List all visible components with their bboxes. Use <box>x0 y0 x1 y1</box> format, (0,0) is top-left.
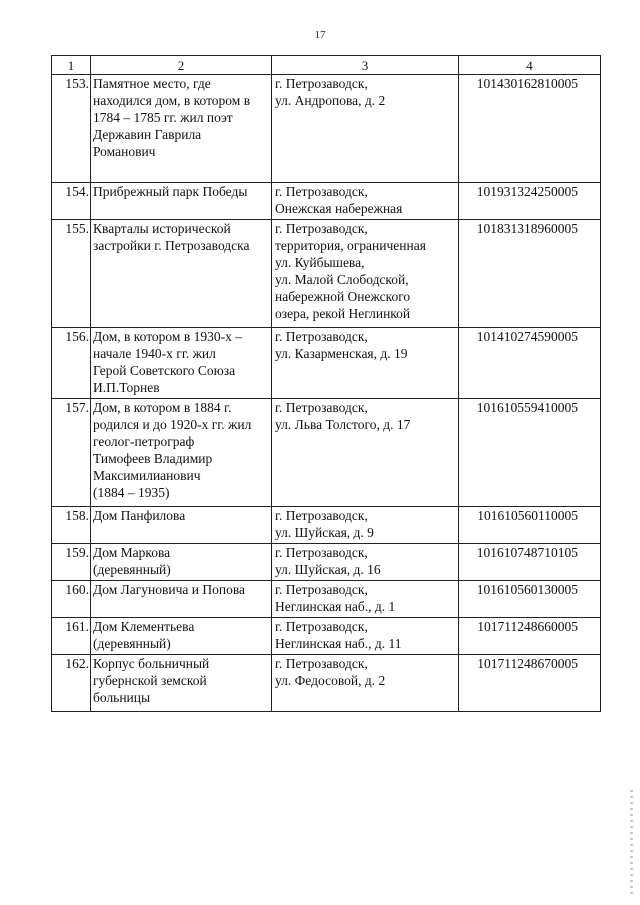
table-row <box>52 618 601 655</box>
object-name <box>91 507 272 544</box>
object-address-line: озера, рекой Неглинкой <box>275 306 411 321</box>
object-name-line: Дом Панфилова <box>93 508 186 523</box>
object-address-line: Онежская набережная <box>275 201 403 216</box>
object-address-line: ул. Шуйская, д. 16 <box>275 562 381 577</box>
object-name-line: геолог-петрограф <box>93 434 195 449</box>
table-row <box>52 507 601 544</box>
object-address <box>272 618 459 655</box>
object-address-line: ул. Шуйская, д. 9 <box>275 525 374 540</box>
object-address <box>272 328 459 399</box>
registry-code: 101610560130005 <box>459 581 601 618</box>
object-name-line: находился дом, в котором в <box>93 93 251 108</box>
object-name-line: Дом Маркова <box>93 545 171 560</box>
table-header-row <box>52 56 601 75</box>
object-address-line: ул. Льва Толстого, д. 17 <box>275 417 411 432</box>
object-address-line: г. Петрозаводск, <box>275 508 368 523</box>
object-name-line: начале 1940-х гг. жил <box>93 346 216 361</box>
object-name-line: Державин Гаврила <box>93 127 202 142</box>
registry-code: 101610748710105 <box>459 544 601 581</box>
object-name-line: Кварталы исторической <box>93 221 231 236</box>
object-name-line: Романович <box>93 144 156 159</box>
table-row <box>52 328 601 399</box>
row-number: 155. <box>52 220 91 328</box>
row-number: 158. <box>52 507 91 544</box>
object-name-line: застройки г. Петрозаводска <box>93 238 250 253</box>
object-name <box>91 655 272 712</box>
object-name <box>91 399 272 507</box>
table-row <box>52 655 601 712</box>
object-name-line: Тимофеев Владимир <box>93 451 213 466</box>
object-name-line: родился и до 1920-х гг. жил <box>93 417 252 432</box>
table-row <box>52 544 601 581</box>
object-name-line: Герой Советского Союза <box>93 363 236 378</box>
heritage-register-table <box>51 55 601 712</box>
object-name-line: Дом, в котором в 1884 г. <box>93 400 232 415</box>
object-address-line: г. Петрозаводск, <box>275 76 368 91</box>
registry-code: 101711248670005 <box>459 655 601 712</box>
object-name-line: И.П.Торнев <box>93 380 160 395</box>
column-header-4: 4 <box>459 56 601 75</box>
object-name <box>91 183 272 220</box>
object-address-line: ул. Казарменская, д. 19 <box>275 346 408 361</box>
object-address-line: набережной Онежского <box>275 289 411 304</box>
object-name-line: Дом Клементьева <box>93 619 195 634</box>
row-number: 154. <box>52 183 91 220</box>
table-row <box>52 581 601 618</box>
object-name-line: губернской земской <box>93 673 207 688</box>
object-address-line: г. Петрозаводск, <box>275 619 368 634</box>
object-name-line: Прибрежный парк Победы <box>93 184 248 199</box>
registry-code: 101931324250005 <box>459 183 601 220</box>
object-address-line: г. Петрозаводск, <box>275 400 368 415</box>
object-name-line: Корпус больничный <box>93 656 210 671</box>
object-name <box>91 328 272 399</box>
object-address <box>272 544 459 581</box>
object-address <box>272 75 459 183</box>
object-address <box>272 220 459 328</box>
registry-code: 101610559410005 <box>459 399 601 507</box>
object-address-line: г. Петрозаводск, <box>275 221 368 236</box>
registry-code: 101831318960005 <box>459 220 601 328</box>
table-row <box>52 183 601 220</box>
object-address-line: г. Петрозаводск, <box>275 582 368 597</box>
row-number: 160. <box>52 581 91 618</box>
object-address-line: Неглинская наб., д. 11 <box>275 636 402 651</box>
table-row <box>52 220 601 328</box>
column-header-2: 2 <box>91 56 272 75</box>
object-name-line: Дом Лагуновича и Попова <box>93 582 246 597</box>
row-number: 159. <box>52 544 91 581</box>
object-name-line: Памятное место, где <box>93 76 211 91</box>
object-name <box>91 544 272 581</box>
registry-code: 101410274590005 <box>459 328 601 399</box>
object-name-line: (деревянный) <box>93 636 171 651</box>
object-address-line: ул. Федосовой, д. 2 <box>275 673 386 688</box>
registry-code: 101610560110005 <box>459 507 601 544</box>
object-address-line: территория, ограниченная <box>275 238 426 253</box>
object-name <box>91 618 272 655</box>
object-address-line: ул. Куйбышева, <box>275 255 365 270</box>
object-address <box>272 183 459 220</box>
column-header-3: 3 <box>272 56 459 75</box>
object-address-line: Неглинская наб., д. 1 <box>275 599 396 614</box>
object-name-line: Дом, в котором в 1930-х – <box>93 329 242 344</box>
object-address <box>272 655 459 712</box>
object-address-line: г. Петрозаводск, <box>275 184 368 199</box>
object-address-line: ул. Малой Слободской, <box>275 272 409 287</box>
object-name <box>91 220 272 328</box>
row-number: 161. <box>52 618 91 655</box>
object-name <box>91 581 272 618</box>
object-address-line: ул. Андропова, д. 2 <box>275 93 386 108</box>
object-name-line: Максимилианович <box>93 468 201 483</box>
object-name-line: больницы <box>93 690 151 705</box>
object-name-line: 1784 – 1785 гг. жил поэт <box>93 110 233 125</box>
object-name-line: (деревянный) <box>93 562 171 577</box>
row-number: 157. <box>52 399 91 507</box>
table-row <box>52 75 601 183</box>
object-address <box>272 399 459 507</box>
object-address <box>272 581 459 618</box>
row-number: 156. <box>52 328 91 399</box>
column-header-1: 1 <box>52 56 91 75</box>
page-number: 17 <box>314 29 326 41</box>
object-address-line: г. Петрозаводск, <box>275 545 368 560</box>
row-number: 153. <box>52 75 91 183</box>
registry-code: 101711248660005 <box>459 618 601 655</box>
row-number: 162. <box>52 655 91 712</box>
registry-code: 101430162810005 <box>459 75 601 183</box>
table-row <box>52 399 601 507</box>
object-name <box>91 75 272 183</box>
object-address <box>272 507 459 544</box>
scan-edge-marks <box>630 790 633 895</box>
object-address-line: г. Петрозаводск, <box>275 329 368 344</box>
object-name-line: (1884 – 1935) <box>93 485 170 500</box>
object-address-line: г. Петрозаводск, <box>275 656 368 671</box>
